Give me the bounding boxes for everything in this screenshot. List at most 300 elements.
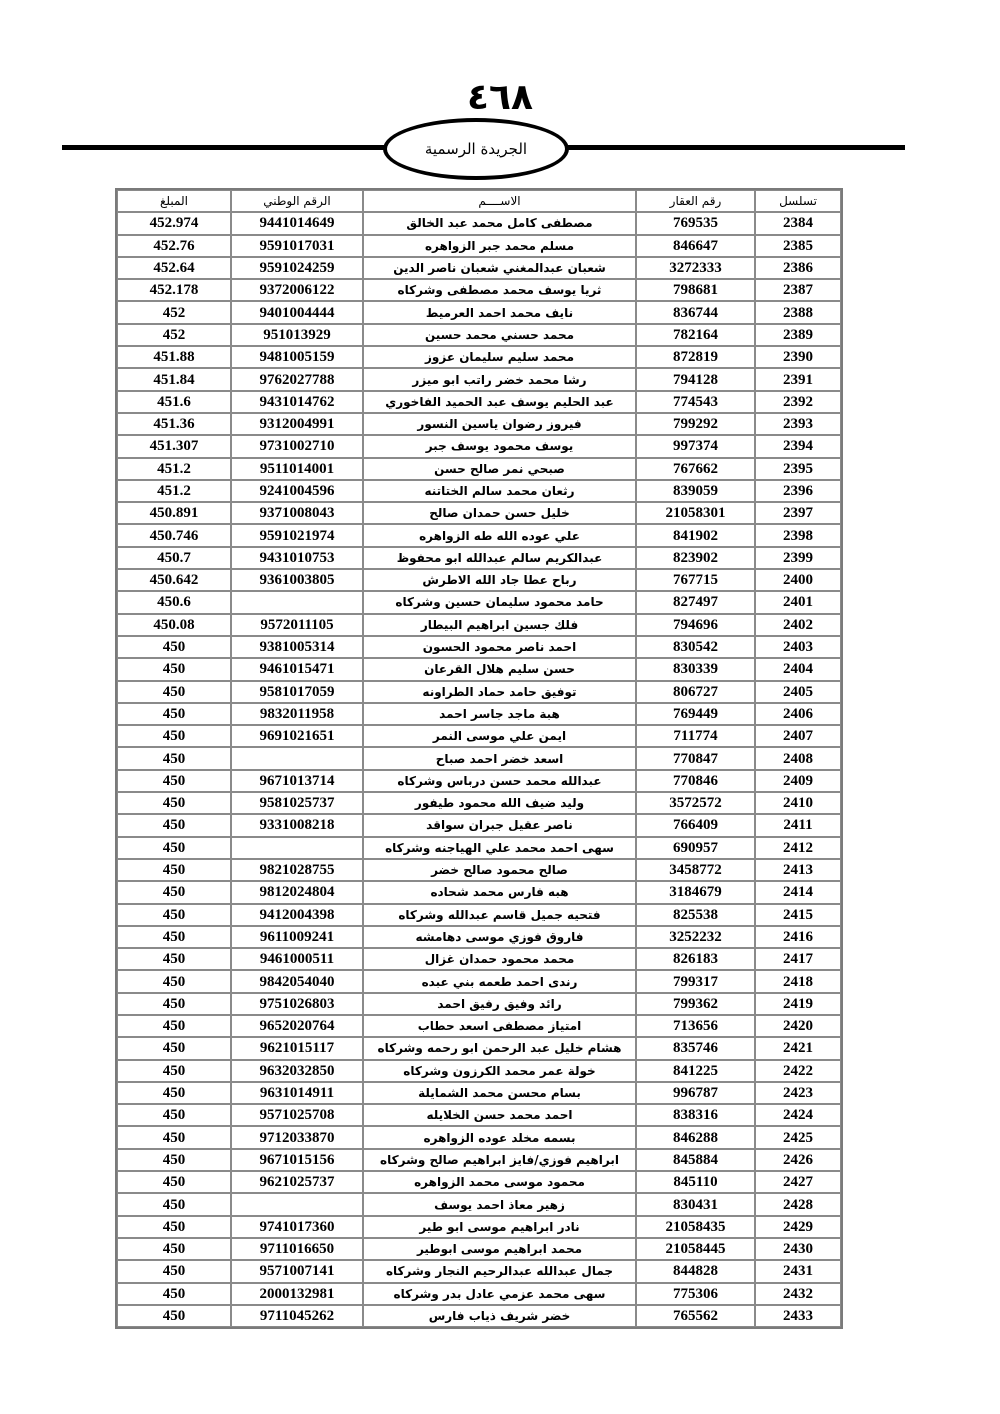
cell-national-id: 9381005314 bbox=[231, 636, 363, 658]
cell-serial: 2420 bbox=[755, 1015, 841, 1037]
cell-name: فتحيه جميل قاسم عبدالله وشركاه bbox=[363, 904, 636, 926]
table-row bbox=[117, 658, 841, 680]
table-body bbox=[117, 212, 841, 1327]
cell-national-id: 9842054040 bbox=[231, 970, 363, 992]
cell-amount: 450.6 bbox=[117, 591, 231, 613]
cell-national-id: 9572011105 bbox=[231, 614, 363, 636]
cell-property-number: 713656 bbox=[636, 1015, 755, 1037]
cell-national-id: 9511014001 bbox=[231, 458, 363, 480]
cell-serial: 2416 bbox=[755, 926, 841, 948]
table-row bbox=[117, 926, 841, 948]
cell-amount: 450 bbox=[117, 1283, 231, 1305]
cell-serial: 2396 bbox=[755, 480, 841, 502]
cell-serial: 2410 bbox=[755, 792, 841, 814]
table-row bbox=[117, 235, 841, 257]
cell-serial: 2432 bbox=[755, 1283, 841, 1305]
cell-name: احمد ناصر محمود الحسون bbox=[363, 636, 636, 658]
cell-national-id: 9671015156 bbox=[231, 1149, 363, 1171]
column-header-amount: المبلغ bbox=[117, 190, 231, 212]
cell-national-id: 9371008043 bbox=[231, 502, 363, 524]
cell-property-number: 794696 bbox=[636, 614, 755, 636]
cell-name: ثريا يوسف محمد مصطفى وشركاه bbox=[363, 279, 636, 301]
cell-name: رثعان محمد سالم الختاتنه bbox=[363, 480, 636, 502]
cell-amount: 450 bbox=[117, 725, 231, 747]
cell-serial: 2422 bbox=[755, 1060, 841, 1082]
table-row bbox=[117, 1082, 841, 1104]
table-row bbox=[117, 1149, 841, 1171]
cell-amount: 450 bbox=[117, 1149, 231, 1171]
cell-amount: 450 bbox=[117, 681, 231, 703]
table-row bbox=[117, 591, 841, 613]
cell-serial: 2426 bbox=[755, 1149, 841, 1171]
cell-property-number: 827497 bbox=[636, 591, 755, 613]
cell-national-id: 9711045262 bbox=[231, 1305, 363, 1327]
cell-name: يوسف محمود يوسف جبر bbox=[363, 435, 636, 457]
cell-name: زهير معاذ احمد يوسف bbox=[363, 1193, 636, 1215]
cell-property-number: 767715 bbox=[636, 569, 755, 591]
cell-amount: 451.307 bbox=[117, 435, 231, 457]
cell-national-id: 2000132981 bbox=[231, 1283, 363, 1305]
cell-property-number: 838316 bbox=[636, 1104, 755, 1126]
cell-serial: 2405 bbox=[755, 681, 841, 703]
table-row bbox=[117, 368, 841, 390]
cell-serial: 2419 bbox=[755, 993, 841, 1015]
cell-name: عبد الحليم يوسف عبد الحميد الفاخوري bbox=[363, 391, 636, 413]
cell-name: فلك جسين ابراهيم البيطار bbox=[363, 614, 636, 636]
cell-property-number: 690957 bbox=[636, 837, 755, 859]
cell-property-number: 844828 bbox=[636, 1260, 755, 1282]
cell-amount: 451.2 bbox=[117, 458, 231, 480]
table-row bbox=[117, 681, 841, 703]
cell-national-id: 9241004596 bbox=[231, 480, 363, 502]
cell-property-number: 782164 bbox=[636, 324, 755, 346]
cell-serial: 2424 bbox=[755, 1104, 841, 1126]
cell-amount: 450 bbox=[117, 1037, 231, 1059]
table-row bbox=[117, 747, 841, 769]
table-header-row bbox=[117, 190, 841, 212]
cell-property-number: 769449 bbox=[636, 703, 755, 725]
cell-property-number: 775306 bbox=[636, 1283, 755, 1305]
cell-national-id: 9441014649 bbox=[231, 212, 363, 234]
cell-property-number: 21058445 bbox=[636, 1238, 755, 1260]
cell-serial: 2390 bbox=[755, 346, 841, 368]
cell-property-number: 799292 bbox=[636, 413, 755, 435]
cell-amount: 452.64 bbox=[117, 257, 231, 279]
cell-national-id: 9361003805 bbox=[231, 569, 363, 591]
cell-national-id: 9431014762 bbox=[231, 391, 363, 413]
cell-serial: 2392 bbox=[755, 391, 841, 413]
cell-national-id: 9631014911 bbox=[231, 1082, 363, 1104]
cell-serial: 2397 bbox=[755, 502, 841, 524]
cell-property-number: 799362 bbox=[636, 993, 755, 1015]
cell-property-number: 839059 bbox=[636, 480, 755, 502]
cell-serial: 2395 bbox=[755, 458, 841, 480]
cell-national-id: 9591021974 bbox=[231, 524, 363, 546]
table-row bbox=[117, 346, 841, 368]
cell-amount: 450 bbox=[117, 1193, 231, 1215]
cell-national-id: 9401004444 bbox=[231, 301, 363, 323]
cell-serial: 2394 bbox=[755, 435, 841, 457]
cell-national-id bbox=[231, 837, 363, 859]
cell-national-id: 9731002710 bbox=[231, 435, 363, 457]
table-row bbox=[117, 324, 841, 346]
cell-amount: 450 bbox=[117, 1015, 231, 1037]
column-header-property-number: رقم العقار bbox=[636, 190, 755, 212]
cell-serial: 2433 bbox=[755, 1305, 841, 1327]
cell-amount: 450 bbox=[117, 993, 231, 1015]
cell-serial: 2414 bbox=[755, 881, 841, 903]
cell-name: سهى محمد عزمي عادل بدر وشركاه bbox=[363, 1283, 636, 1305]
cell-serial: 2415 bbox=[755, 904, 841, 926]
cell-property-number: 830431 bbox=[636, 1193, 755, 1215]
cell-national-id: 9331008218 bbox=[231, 814, 363, 836]
table-row bbox=[117, 413, 841, 435]
table-row bbox=[117, 524, 841, 546]
cell-national-id: 9591017031 bbox=[231, 235, 363, 257]
cell-property-number: 3572572 bbox=[636, 792, 755, 814]
cell-national-id: 9741017360 bbox=[231, 1216, 363, 1238]
cell-property-number: 770846 bbox=[636, 770, 755, 792]
table-row bbox=[117, 1126, 841, 1148]
cell-amount: 450 bbox=[117, 1305, 231, 1327]
cell-national-id: 9832011958 bbox=[231, 703, 363, 725]
cell-name: خليل حسن حمدان صالح bbox=[363, 502, 636, 524]
cell-amount: 452.974 bbox=[117, 212, 231, 234]
cell-name: محمد ابراهيم موسى ابوطير bbox=[363, 1238, 636, 1260]
cell-serial: 2412 bbox=[755, 837, 841, 859]
cell-serial: 2421 bbox=[755, 1037, 841, 1059]
cell-serial: 2430 bbox=[755, 1238, 841, 1260]
cell-serial: 2423 bbox=[755, 1082, 841, 1104]
cell-amount: 450 bbox=[117, 1171, 231, 1193]
cell-property-number: 3272333 bbox=[636, 257, 755, 279]
table-row bbox=[117, 435, 841, 457]
table-row bbox=[117, 301, 841, 323]
table-row bbox=[117, 1171, 841, 1193]
cell-name: هبه فارس محمد شحاده bbox=[363, 881, 636, 903]
cell-national-id: 9621015117 bbox=[231, 1037, 363, 1059]
cell-national-id: 9581017059 bbox=[231, 681, 363, 703]
table-row bbox=[117, 859, 841, 881]
cell-serial: 2384 bbox=[755, 212, 841, 234]
records-table bbox=[115, 188, 843, 1329]
cell-name: محمد حسني محمد حسين bbox=[363, 324, 636, 346]
cell-serial: 2425 bbox=[755, 1126, 841, 1148]
cell-property-number: 996787 bbox=[636, 1082, 755, 1104]
cell-serial: 2399 bbox=[755, 547, 841, 569]
cell-amount: 451.84 bbox=[117, 368, 231, 390]
table-row bbox=[117, 458, 841, 480]
cell-property-number: 997374 bbox=[636, 435, 755, 457]
table-row bbox=[117, 904, 841, 926]
table-row bbox=[117, 1283, 841, 1305]
cell-amount: 450 bbox=[117, 904, 231, 926]
table-row bbox=[117, 391, 841, 413]
cell-property-number: 826183 bbox=[636, 948, 755, 970]
cell-name: صبحي نمر صالح حسن bbox=[363, 458, 636, 480]
cell-serial: 2403 bbox=[755, 636, 841, 658]
cell-amount: 450 bbox=[117, 792, 231, 814]
cell-amount: 450 bbox=[117, 770, 231, 792]
cell-name: جمال عبدالله عبدالرحيم النجار وشركاه bbox=[363, 1260, 636, 1282]
table-row bbox=[117, 1260, 841, 1282]
cell-serial: 2409 bbox=[755, 770, 841, 792]
cell-amount: 450 bbox=[117, 814, 231, 836]
table-row bbox=[117, 725, 841, 747]
table-row bbox=[117, 1216, 841, 1238]
cell-amount: 451.88 bbox=[117, 346, 231, 368]
cell-property-number: 846288 bbox=[636, 1126, 755, 1148]
cell-amount: 450 bbox=[117, 747, 231, 769]
cell-national-id: 9762027788 bbox=[231, 368, 363, 390]
table-row bbox=[117, 703, 841, 725]
table-row bbox=[117, 948, 841, 970]
publication-title: الجريدة الرسمية bbox=[424, 139, 528, 158]
table-row bbox=[117, 502, 841, 524]
cell-national-id: 9412004398 bbox=[231, 904, 363, 926]
cell-amount: 451.36 bbox=[117, 413, 231, 435]
cell-national-id bbox=[231, 747, 363, 769]
cell-serial: 2400 bbox=[755, 569, 841, 591]
cell-property-number: 806727 bbox=[636, 681, 755, 703]
cell-amount: 450 bbox=[117, 1082, 231, 1104]
cell-property-number: 846647 bbox=[636, 235, 755, 257]
cell-name: احمد محمد حسن الخلايله bbox=[363, 1104, 636, 1126]
cell-property-number: 823902 bbox=[636, 547, 755, 569]
cell-name: محمود موسى محمد الزواهره bbox=[363, 1171, 636, 1193]
cell-amount: 450 bbox=[117, 636, 231, 658]
cell-amount: 450 bbox=[117, 658, 231, 680]
table-row bbox=[117, 837, 841, 859]
cell-name: شعبان عبدالمغني شعبان ناصر الدين bbox=[363, 257, 636, 279]
cell-national-id: 9671013714 bbox=[231, 770, 363, 792]
table-row bbox=[117, 569, 841, 591]
cell-property-number: 3252232 bbox=[636, 926, 755, 948]
cell-amount: 450 bbox=[117, 1260, 231, 1282]
column-header-name: الاســــم bbox=[363, 190, 636, 212]
cell-name: فيروز رضوان ياسين النسور bbox=[363, 413, 636, 435]
column-header-serial: تسلسل bbox=[755, 190, 841, 212]
cell-property-number: 774543 bbox=[636, 391, 755, 413]
cell-amount: 452.178 bbox=[117, 279, 231, 301]
cell-property-number: 830339 bbox=[636, 658, 755, 680]
table-row bbox=[117, 1193, 841, 1215]
cell-property-number: 767662 bbox=[636, 458, 755, 480]
cell-name: حامد محمود سليمان حسين وشركاه bbox=[363, 591, 636, 613]
cell-name: صالح محمود صالح خضر bbox=[363, 859, 636, 881]
cell-serial: 2387 bbox=[755, 279, 841, 301]
cell-name: نايف محمد احمد العرميط bbox=[363, 301, 636, 323]
cell-national-id: 9652020764 bbox=[231, 1015, 363, 1037]
cell-property-number: 836744 bbox=[636, 301, 755, 323]
cell-national-id: 9571025708 bbox=[231, 1104, 363, 1126]
cell-national-id: 9581025737 bbox=[231, 792, 363, 814]
cell-serial: 2389 bbox=[755, 324, 841, 346]
cell-national-id: 9751026803 bbox=[231, 993, 363, 1015]
cell-serial: 2408 bbox=[755, 747, 841, 769]
cell-amount: 450 bbox=[117, 970, 231, 992]
cell-name: عبدالكريم سالم عبدالله ابو محفوظ bbox=[363, 547, 636, 569]
cell-name: رندى احمد طعمه بني عبده bbox=[363, 970, 636, 992]
table-row bbox=[117, 1104, 841, 1126]
cell-property-number: 21058301 bbox=[636, 502, 755, 524]
cell-national-id: 9372006122 bbox=[231, 279, 363, 301]
cell-property-number: 3184679 bbox=[636, 881, 755, 903]
cell-national-id: 9591024259 bbox=[231, 257, 363, 279]
cell-amount: 451.6 bbox=[117, 391, 231, 413]
cell-amount: 452.76 bbox=[117, 235, 231, 257]
cell-name: هشام خليل عبد الرحمن ابو رحمه وشركاه bbox=[363, 1037, 636, 1059]
cell-serial: 2406 bbox=[755, 703, 841, 725]
cell-name: اسعد خضر احمد صباح bbox=[363, 747, 636, 769]
table-row bbox=[117, 279, 841, 301]
cell-property-number: 766409 bbox=[636, 814, 755, 836]
cell-national-id: 9711016650 bbox=[231, 1238, 363, 1260]
table-row bbox=[117, 547, 841, 569]
cell-property-number: 21058435 bbox=[636, 1216, 755, 1238]
cell-national-id bbox=[231, 1193, 363, 1215]
cell-property-number: 830542 bbox=[636, 636, 755, 658]
cell-national-id: 9611009241 bbox=[231, 926, 363, 948]
cell-property-number: 798681 bbox=[636, 279, 755, 301]
cell-property-number: 835746 bbox=[636, 1037, 755, 1059]
cell-amount: 450.891 bbox=[117, 502, 231, 524]
cell-national-id: 9571007141 bbox=[231, 1260, 363, 1282]
cell-name: محمد سليم سليمان عزوز bbox=[363, 346, 636, 368]
cell-serial: 2407 bbox=[755, 725, 841, 747]
cell-national-id: 9312004991 bbox=[231, 413, 363, 435]
cell-property-number: 769535 bbox=[636, 212, 755, 234]
cell-amount: 450 bbox=[117, 948, 231, 970]
cell-amount: 450.08 bbox=[117, 614, 231, 636]
cell-name: رشا محمد خضر راتب ابو ميزر bbox=[363, 368, 636, 390]
cell-national-id: 9821028755 bbox=[231, 859, 363, 881]
cell-serial: 2411 bbox=[755, 814, 841, 836]
cell-name: وليد ضيف الله محمود طيفور bbox=[363, 792, 636, 814]
cell-national-id: 9632032850 bbox=[231, 1060, 363, 1082]
cell-property-number: 872819 bbox=[636, 346, 755, 368]
table-row bbox=[117, 770, 841, 792]
cell-serial: 2388 bbox=[755, 301, 841, 323]
table-row bbox=[117, 614, 841, 636]
cell-name: خضر شريف ذياب فارس bbox=[363, 1305, 636, 1327]
cell-national-id: 9812024804 bbox=[231, 881, 363, 903]
cell-property-number: 845110 bbox=[636, 1171, 755, 1193]
cell-name: علي عوده الله طه الزواهره bbox=[363, 524, 636, 546]
cell-amount: 450 bbox=[117, 881, 231, 903]
cell-amount: 452 bbox=[117, 301, 231, 323]
column-header-national-id: الرقم الوطني bbox=[231, 190, 363, 212]
cell-national-id: 9431010753 bbox=[231, 547, 363, 569]
cell-amount: 450 bbox=[117, 1060, 231, 1082]
table-row bbox=[117, 881, 841, 903]
table-row bbox=[117, 636, 841, 658]
cell-property-number: 845884 bbox=[636, 1149, 755, 1171]
table-row bbox=[117, 814, 841, 836]
cell-property-number: 3458772 bbox=[636, 859, 755, 881]
table-row bbox=[117, 257, 841, 279]
cell-name: ابراهيم فوزي/فايز ابراهيم صالح وشركاه bbox=[363, 1149, 636, 1171]
table-row bbox=[117, 1037, 841, 1059]
cell-amount: 452 bbox=[117, 324, 231, 346]
cell-amount: 450 bbox=[117, 1104, 231, 1126]
cell-amount: 450 bbox=[117, 703, 231, 725]
cell-national-id: 9481005159 bbox=[231, 346, 363, 368]
cell-name: حسن سليم هلال القرعان bbox=[363, 658, 636, 680]
cell-name: نادر ابراهيم موسى ابو طير bbox=[363, 1216, 636, 1238]
publication-title-oval bbox=[383, 118, 569, 180]
cell-serial: 2417 bbox=[755, 948, 841, 970]
cell-serial: 2431 bbox=[755, 1260, 841, 1282]
cell-serial: 2393 bbox=[755, 413, 841, 435]
cell-amount: 450 bbox=[117, 1126, 231, 1148]
cell-name: توفيق حامد حماد الطراونه bbox=[363, 681, 636, 703]
cell-name: مصطفى كامل محمد عبد الخالق bbox=[363, 212, 636, 234]
cell-amount: 450 bbox=[117, 926, 231, 948]
cell-property-number: 841225 bbox=[636, 1060, 755, 1082]
cell-property-number: 765562 bbox=[636, 1305, 755, 1327]
table-row bbox=[117, 212, 841, 234]
page-number: ٤٦٨ bbox=[467, 77, 533, 118]
cell-name: بسمه مخلد عوده الزواهره bbox=[363, 1126, 636, 1148]
cell-serial: 2429 bbox=[755, 1216, 841, 1238]
cell-amount: 450.746 bbox=[117, 524, 231, 546]
cell-amount: 451.2 bbox=[117, 480, 231, 502]
cell-property-number: 770847 bbox=[636, 747, 755, 769]
table-row bbox=[117, 970, 841, 992]
cell-national-id: 9712033870 bbox=[231, 1126, 363, 1148]
cell-name: محمد محمود حمدان غزال bbox=[363, 948, 636, 970]
cell-name: ايمن علي موسى النمر bbox=[363, 725, 636, 747]
cell-name: رائد وفيق رفيق احمد bbox=[363, 993, 636, 1015]
cell-amount: 450 bbox=[117, 1238, 231, 1260]
cell-serial: 2385 bbox=[755, 235, 841, 257]
cell-national-id: 9691021651 bbox=[231, 725, 363, 747]
cell-name: رباح عطا جاد الله الاطرش bbox=[363, 569, 636, 591]
cell-property-number: 711774 bbox=[636, 725, 755, 747]
cell-amount: 450.642 bbox=[117, 569, 231, 591]
cell-national-id bbox=[231, 591, 363, 613]
cell-national-id: 951013929 bbox=[231, 324, 363, 346]
cell-serial: 2404 bbox=[755, 658, 841, 680]
cell-serial: 2398 bbox=[755, 524, 841, 546]
table-row bbox=[117, 993, 841, 1015]
cell-property-number: 799317 bbox=[636, 970, 755, 992]
cell-property-number: 794128 bbox=[636, 368, 755, 390]
cell-serial: 2427 bbox=[755, 1171, 841, 1193]
cell-name: عبدالله محمد حسن درباس وشركاه bbox=[363, 770, 636, 792]
cell-name: مسلم محمد جبر الزواهره bbox=[363, 235, 636, 257]
cell-amount: 450 bbox=[117, 1216, 231, 1238]
table-row bbox=[117, 1305, 841, 1327]
cell-amount: 450 bbox=[117, 837, 231, 859]
cell-amount: 450.7 bbox=[117, 547, 231, 569]
cell-name: هبة ماجد جاسر احمد bbox=[363, 703, 636, 725]
cell-national-id: 9461015471 bbox=[231, 658, 363, 680]
cell-serial: 2401 bbox=[755, 591, 841, 613]
cell-property-number: 841902 bbox=[636, 524, 755, 546]
cell-name: ناصر عقيل جبران سواقد bbox=[363, 814, 636, 836]
table-row bbox=[117, 1238, 841, 1260]
table-row bbox=[117, 1060, 841, 1082]
cell-serial: 2418 bbox=[755, 970, 841, 992]
cell-name: امتياز مصطفى اسعد حطاب bbox=[363, 1015, 636, 1037]
cell-national-id: 9461000511 bbox=[231, 948, 363, 970]
cell-amount: 450 bbox=[117, 859, 231, 881]
table-row bbox=[117, 480, 841, 502]
table-row bbox=[117, 792, 841, 814]
cell-property-number: 825538 bbox=[636, 904, 755, 926]
